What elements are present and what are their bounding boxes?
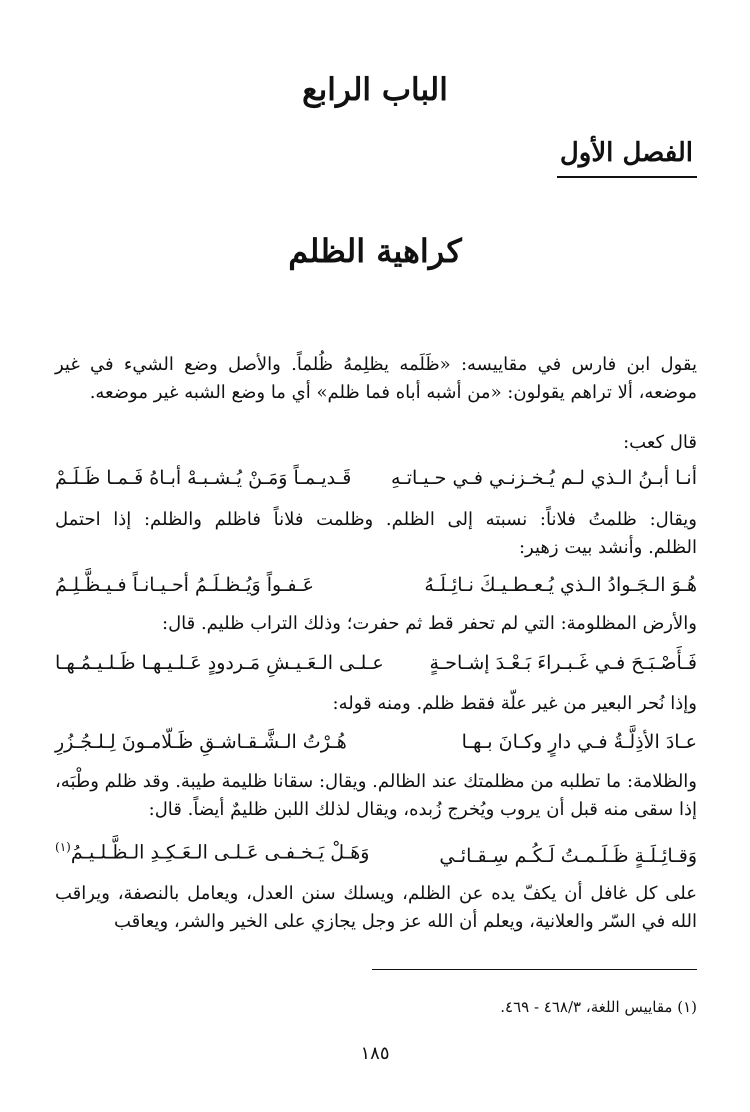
paragraph-bair: وإذا نُحر البعير من غير علّة فقط ظلم. ومنه قوله: [332, 693, 697, 714]
verse-5-second-hemistich-text: وَهَـلْ يَـخـفـى عَـلـى الـعَـكِـدِ الـظَّـلـيـمُ [70, 841, 370, 864]
footnote-separator [372, 969, 697, 970]
verse-intro-kaab: قال كعب: [623, 432, 697, 453]
verse-1-first-hemistich: أنـا أبـنُ الـذي لـم يُـخـزنـي فـي حـيـاتـهِ [390, 467, 697, 489]
verse-5-first-hemistich: وَقـائِـلَـةٍ ظَـلَـمـتُ لَـكُـم سِـقـائـي [439, 845, 697, 867]
verse-4-first-hemistich: عـادَ الأذِلَّـةُ فـي دارٍ وكـانَ بـهـا [461, 731, 697, 753]
paragraph-zalama: والظلامة: ما تطلبه من مظلمتك عند الظالم. ويقال: سقانا ظليمة طيبة. وقد ظلم وطْبَه، إذا سقى منه قبل أن يروب ويُخرج زُبده، ويقال لذلك اللبن ظليمٌ أيضاً. قال: [55, 771, 697, 820]
paragraph-zalamtu-line2: الظلم. وأنشد بيت زهير: [518, 537, 697, 558]
footnote-marker: (١) [55, 840, 71, 854]
page-number: ١٨٥ [360, 1043, 390, 1064]
chapter-title: الباب الرابع [302, 72, 448, 108]
paragraph-definition: يقول ابن فارس في مقاييسه: «ظَلَمه يظلِمهُ ظُلماً. والأصل وضع الشيء في غير موضعه، ألا تراهم يقولون: «من أشبه أباه فما ظلم» أي ما وضع الشبه غير موضعه. [55, 354, 697, 403]
verse-2-second-hemistich: عَـفـواً وَيُـظـلَـمُ أحـيـانـاً فـيـظَّـلِـمُ [55, 574, 314, 596]
paragraph-zalamtu-line1: ويقال: ظلمتُ فلاناً: نسبته إلى الظلم. وظلمت فلاناً فاظلم والظلم: إذا احتمل [55, 509, 697, 530]
verse-2-first-hemistich: هُـوَ الـجَـوادُ الـذي يُـعـطـيـكَ نـائِـلَـهُ [424, 574, 697, 596]
section-underline [557, 176, 697, 178]
verse-3-second-hemistich: عـلـى الـعَـيـشِ مَـردودٍ عَـلـيـهـا ظَـلـيـمُـهـا [55, 652, 384, 674]
section-title: الفصل الأول [559, 138, 693, 168]
verse-1-second-hemistich: قَـديـمـاً وَمَـنْ يُـشـبـهْ أبـاهُ فَـمـا ظَـلَـمْ [55, 467, 352, 489]
verse-5-second-hemistich [55, 840, 369, 863]
topic-title: كراهية الظلم [288, 232, 462, 270]
verse-3-first-hemistich: فَـأَصْـبَـحَ فـي غَـبـراءَ بَـعْـدَ إشـاحـةٍ [429, 652, 697, 674]
footnote: (١) مقاييس اللغة، ٤٦٨/٣ - ٤٦٩. [500, 998, 697, 1016]
paragraph-madhluma: والأرض المظلومة: التي لم تحفر قط ثم حفرت؛ وذلك التراب ظليم. قال: [162, 613, 697, 634]
paragraph-conclusion: على كل غافل أن يكفّ يده عن الظلم، ويسلك سنن العدل، ويعامل بالنصفة، ويراقب الله في السّر والعلانية، ويعلم أن الله عز وجل يجازي على الخير والشر، ويعاقب [55, 883, 697, 932]
verse-4-second-hemistich: هُـرْتُ الـشَّـقـاشـقِ ظَـلّامـونَ لِـلـجُـزُرِ [55, 731, 347, 753]
